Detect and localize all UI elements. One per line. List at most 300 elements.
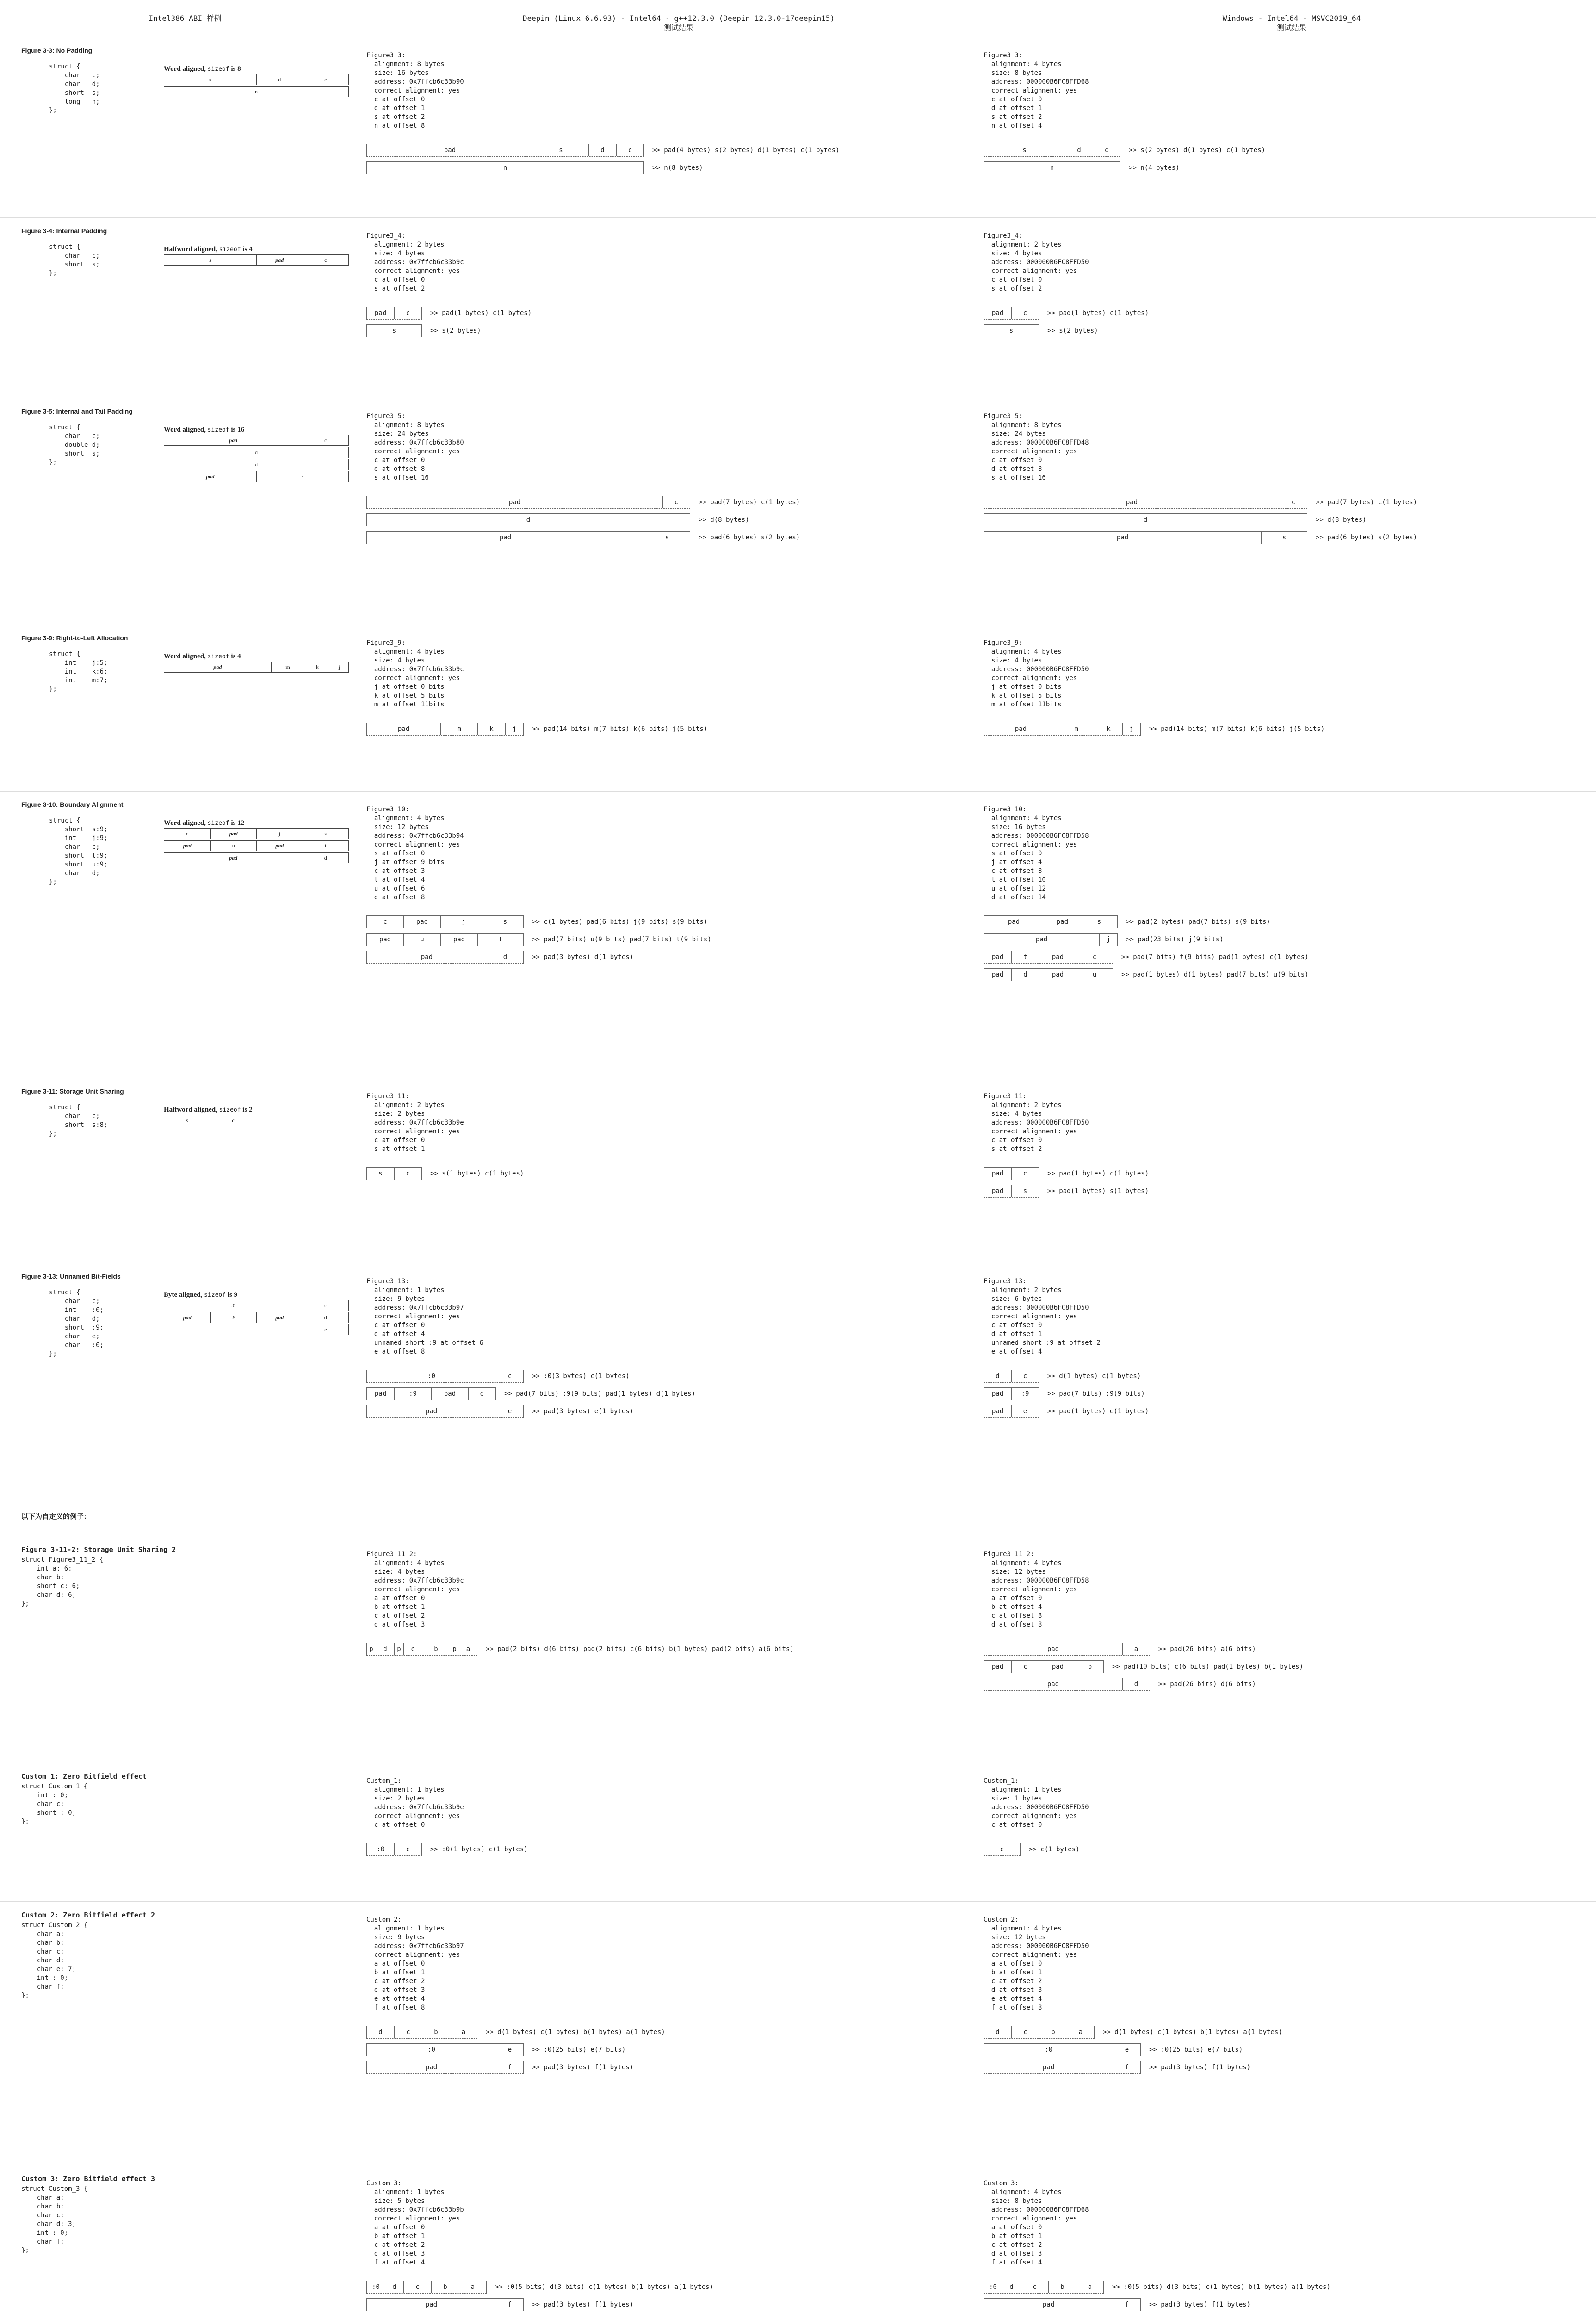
diagram-row [164,74,349,85]
diagram-cell: pad [256,841,303,851]
memory-layout-box [366,1843,422,1856]
memory-layout-cell: p [450,1643,459,1655]
memory-layout-row [984,948,1596,966]
memory-layout-box [984,513,1307,526]
layout-description: >> :0(25 bits) e(7 bits) [532,2046,626,2053]
memory-layout-row [984,142,1596,159]
caption-alignment: Word aligned, [164,653,206,660]
diagram-cell: d [255,461,258,468]
diagram-cell: s [303,829,349,839]
diagram-row [164,254,349,266]
diagram-row [164,1115,256,1126]
layout-description: >> pad(3 bytes) f(1 bytes) [1149,2301,1251,2308]
diagram-cell: pad [213,664,222,670]
memory-layout-cell: pad [984,307,1011,319]
linux-result-text: Custom_2: alignment: 1 bytes size: 9 bytes address: 0x7ffcb6c33b97 correct alignment: yes a at offset 0 b at offset 1 c at offset 2 d at offset 3 e at offset 4 f at offset 8 [366,1916,464,2011]
memory-layout-cell: t [1011,951,1039,963]
layout-description: >> pad(1 bytes) c(1 bytes) [1047,1169,1149,1177]
memory-layout-cell: d [588,144,616,156]
diagram-cell: d [256,74,303,85]
diagram-cell: t [303,841,349,851]
layout-description: >> d(8 bytes) [1316,516,1367,524]
memory-layout-cell: pad [366,2299,496,2311]
memory-layout-row [366,2041,984,2059]
layout-description: >> pad(7 bits) t(9 bits) pad(1 bytes) c(1 bytes) [1121,953,1309,961]
memory-layout-row [984,2023,1596,2041]
caption-size: is 9 [227,1291,238,1299]
linux-result [366,1536,984,1763]
memory-layout-box [366,324,422,337]
memory-layout-cell: d [1122,1678,1150,1690]
layout-description: >> pad(7 bits) :9(9 bits) [1047,1390,1145,1398]
diagram-cell: c [186,830,189,837]
section-f310 [0,792,1596,1078]
memory-layout-cell: pad [431,1388,468,1400]
section-title: Figure 3-11-2: Storage Unit Sharing 2 [21,1546,176,1554]
memory-layout-box [366,1167,422,1180]
caption-sizeof: sizeof [204,1292,226,1299]
struct-code: struct Custom_1 { int : 0; char c; short : 0; }; [21,1783,88,1825]
layout-description: >> :0(1 bytes) c(1 bytes) [430,1845,528,1853]
caption-sizeof: sizeof [207,66,229,73]
layout-description: >> c(1 bytes) [1029,1845,1080,1853]
layout-description: >> pad(3 bytes) f(1 bytes) [532,2301,634,2308]
diagram-cell: pad [256,255,303,265]
diagram-cell: pad [256,1312,303,1323]
diagram-cell: s [256,471,348,482]
memory-layout-cell: d [984,1370,1011,1382]
memory-layout-cell: pad [1039,951,1076,963]
memory-layout-cell: pad [366,496,662,508]
caption-alignment: Word aligned, [164,426,206,433]
linux-result [366,1763,984,1901]
diagram-cell: d [303,853,349,863]
memory-layout-box [366,496,690,509]
memory-layout-row [366,913,984,931]
diagram-cell: pad [210,829,257,839]
caption-sizeof: sizeof [219,246,241,253]
memory-layout-box [366,2298,524,2311]
memory-layout-cell: a [459,1643,477,1655]
memory-layout-cell: pad [984,1678,1122,1690]
win-result [984,1078,1596,1263]
layout-description: >> pad(10 bits) c(6 bits) pad(1 bytes) b(1 bytes) [1112,1663,1304,1670]
caption-alignment: Byte aligned, [164,1291,203,1299]
memory-layout-cell: s [366,325,422,337]
memory-layout-row [366,494,984,511]
memory-layout-box [366,915,524,928]
header-left-title: Intel386 ABI 样例 [148,14,222,23]
memory-layout-cell: p [394,1643,403,1655]
diagram-row [164,828,349,839]
diagram-row [164,86,349,97]
memory-layout-row [984,2296,1596,2313]
linux-result-text: Custom_3: alignment: 1 bytes size: 5 bytes address: 0x7ffcb6c33b9b correct alignment: yes a at offset 0 b at offset 1 c at offset 2 d at offset 3 f at offset 4 [366,2180,464,2266]
memory-layout-cell: :0 [366,2044,496,2056]
memory-layout-cell: c [1021,2281,1048,2293]
memory-layout-row [366,529,984,546]
layout-description: >> pad(7 bytes) c(1 bytes) [1316,498,1417,506]
memory-layout-cell: pad [1039,1661,1076,1673]
memory-layout-box [366,1643,477,1656]
memory-layout-cell: e [1011,1405,1039,1417]
layout-description: >> s(2 bytes) [430,327,481,334]
memory-layout-cell: e [1113,2044,1141,2056]
win-memory-layout [984,1640,1596,1693]
diagram-cell: j [330,662,348,672]
layout-description: >> pad(1 bytes) d(1 bytes) pad(7 bits) u(9 bits) [1121,971,1309,978]
linux-result [366,398,984,625]
struct-code: struct Custom_3 { char a; char b; char c; char d: 3; int : 0; char f; }; [21,2185,88,2254]
section-title: Custom 1: Zero Bitfield effect [21,1772,147,1781]
memory-layout-box [366,1370,524,1383]
memory-layout-cell: c [1011,2026,1039,2038]
diagram-cell: s [209,257,211,263]
diagram-caption [164,1291,349,1299]
win-result-text: Custom_2: alignment: 4 bytes size: 12 bytes address: 000000B6FC8FFD50 correct alignment: yes a at offset 0 b at offset 1 c at offset 2 d at offset 3 e at offset 4 f at offset 8 [984,1916,1089,2011]
memory-layout-row [984,529,1596,546]
memory-layout-cell: j [1099,934,1118,946]
memory-layout-cell: pad [984,1643,1122,1655]
memory-layout-row [366,142,984,159]
abi-layout-diagram [164,65,349,98]
win-result-text: Figure3_11_2: alignment: 4 bytes size: 12 bytes address: 000000B6FC8FFD58 correct alignment: yes a at offset 0 b at offset 4 c at offset 8 d at offset 8 [984,1551,1089,1628]
struct-code: struct { char c; short s; }; [49,243,100,277]
memory-layout-cell: c [616,144,644,156]
sections-container [0,37,1596,2313]
memory-layout-cell: pad [366,2061,496,2073]
memory-layout-cell: :9 [1011,1388,1039,1400]
header-right-title: Windows - Intel64 - MSVC2019_64 [1222,14,1361,23]
memory-layout-cell: pad [1039,969,1076,981]
memory-layout-row [984,1367,1596,1385]
diagram-row [164,1324,349,1335]
struct-definition [0,625,366,791]
layout-description: >> :0(3 bytes) c(1 bytes) [532,1372,630,1380]
win-memory-layout [984,1165,1596,1200]
memory-layout-row [366,1403,984,1420]
memory-layout-cell: :9 [394,1388,431,1400]
struct-code: struct Figure3_11_2 { int a: 6; char b; short c: 6; char d: 6; }; [21,1556,104,1608]
layout-description: >> pad(4 bytes) s(2 bytes) d(1 bytes) c(1 bytes) [652,146,840,154]
memory-layout-cell: k [1095,723,1122,735]
memory-layout-row [366,1841,984,1858]
caption-size: is 4 [242,246,253,253]
struct-definition [0,218,366,398]
caption-sizeof: sizeof [207,820,229,827]
diagram-cell: c [210,1115,256,1126]
struct-definition [0,37,366,217]
struct-definition [0,1078,366,1263]
memory-layout-cell: m [440,723,477,735]
layout-description: >> pad(3 bytes) f(1 bytes) [532,2063,634,2071]
memory-layout-cell: pad [984,969,1011,981]
diagram-cell: u [210,841,257,851]
struct-code: struct { char c; int :0; char d; short :9; char e; char :0; }; [49,1289,104,1358]
memory-layout-cell: j [1122,723,1141,735]
diagram-cell: c [303,255,349,265]
linux-memory-layout [366,1841,984,1858]
memory-layout-row [984,1841,1596,1858]
win-result [984,1263,1596,1499]
memory-layout-box [366,2061,524,2074]
memory-layout-cell: pad [440,934,477,946]
memory-layout-cell: e [496,2044,524,2056]
diagram-cell: s [209,76,211,83]
win-result-text: Figure3_13: alignment: 2 bytes size: 6 bytes address: 000000B6FC8FFD50 correct alignment: yes c at offset 0 d at offset 1 unnamed short :9 at offset 2 e at offset 4 [984,1278,1101,1355]
memory-layout-cell: p [366,1643,376,1655]
diagram-cell: j [256,829,303,839]
struct-code: struct Custom_2 { char a; char b; char c; char d; char e: 7; int : 0; char f; }; [21,1922,88,1999]
page-header [0,0,1596,37]
memory-layout-cell: c [1011,1168,1039,1180]
struct-definition [0,1263,366,1499]
linux-result-text: Figure3_10: alignment: 4 bytes size: 12 bytes address: 0x7ffcb6c33b94 correct alignment: yes s at offset 0 j at offset 9 bits c at offset 3 t at offset 4 u at offset 6 d at offset 8 [366,806,464,901]
memory-layout-row [984,1640,1596,1658]
diagram-row [164,840,349,851]
abi-layout-diagram [164,426,349,483]
memory-layout-box [984,968,1113,981]
memory-layout-box [984,1843,1021,1856]
memory-layout-cell: c [984,1843,1021,1855]
memory-layout-box [366,723,524,736]
diagram-row [164,1312,349,1323]
memory-layout-box [984,1370,1039,1383]
memory-layout-row [984,2059,1596,2076]
win-memory-layout [984,2023,1596,2076]
caption-sizeof: sizeof [207,653,229,660]
layout-description: >> pad(14 bits) m(7 bits) k(6 bits) j(5 bits) [1149,725,1325,733]
header-mid [370,0,987,37]
section-title: Custom 3: Zero Bitfield effect 3 [21,2175,155,2183]
memory-layout-row [366,322,984,340]
win-result [984,2165,1596,2313]
win-memory-layout [984,142,1596,177]
diagram-cell: s [186,1117,188,1124]
memory-layout-cell: c [1093,144,1120,156]
memory-layout-row [984,1676,1596,1693]
section-title: Figure 3-9: Right-to-Left Allocation [21,634,128,642]
memory-layout-cell: pad [366,723,440,735]
memory-layout-cell: f [496,2299,524,2311]
layout-description: >> s(1 bytes) c(1 bytes) [430,1169,524,1177]
linux-memory-layout [366,1640,984,1658]
diagram-cell: d [303,1312,349,1323]
diagram-cell: c [303,74,349,85]
memory-layout-cell: u [1076,969,1113,981]
struct-code: struct { int j:5; int k:6; int m:7; }; [49,650,108,693]
layout-description: >> n(4 bytes) [1129,164,1180,172]
layout-description: >> s(2 bytes) d(1 bytes) c(1 bytes) [1129,146,1266,154]
memory-layout-cell: c [394,2026,422,2038]
memory-layout-cell: pad [984,1185,1011,1197]
memory-layout-cell: :0 [984,2044,1113,2056]
section-c2 [0,1902,1596,2165]
memory-layout-cell: d [366,514,690,526]
memory-layout-box [984,951,1113,964]
struct-definition [0,792,366,1078]
diagram-row [164,435,349,446]
memory-layout-row [366,1385,984,1403]
memory-layout-row [366,159,984,177]
memory-layout-row [984,720,1596,738]
struct-code: struct { char c; double d; short s; }; [49,424,100,466]
linux-result-text: Figure3_4: alignment: 2 bytes size: 4 bytes address: 0x7ffcb6c33b9c correct alignment: yes c at offset 0 s at offset 2 [366,232,464,292]
section-title: Figure 3-4: Internal Padding [21,227,107,235]
memory-layout-row [984,511,1596,529]
win-result [984,792,1596,1078]
memory-layout-row [984,1165,1596,1182]
diagram-cell: k [304,662,330,672]
caption-size: is 12 [231,819,245,827]
memory-layout-box [984,307,1039,320]
memory-layout-cell: b [1048,2281,1076,2293]
memory-layout-box [366,513,690,526]
section-f3112 [0,1536,1596,1763]
win-memory-layout [984,304,1596,340]
memory-layout-cell: s [487,916,524,928]
layout-description: >> n(8 bytes) [652,164,703,172]
memory-layout-cell: a [1122,1643,1150,1655]
layout-description: >> d(1 bytes) c(1 bytes) [1047,1372,1141,1380]
memory-layout-box [984,2281,1104,2294]
diagram-caption [164,819,349,827]
memory-layout-row [984,913,1596,931]
win-result-text: Figure3_5: alignment: 8 bytes size: 24 bytes address: 000000B6FC8FFD48 correct alignment: yes c at offset 0 d at offset 8 s at offset 16 [984,413,1089,482]
memory-layout-cell: c [1011,1661,1039,1673]
abi-layout-diagram [164,1106,256,1127]
section-title: Custom 2: Zero Bitfield effect 2 [21,1911,155,1919]
layout-description: >> :0(5 bits) d(3 bits) c(1 bytes) b(1 bytes) a(1 bytes) [495,2283,714,2291]
struct-code: struct { short s:9; int j:9; char c; short t:9; short u:9; char d; }; [49,817,108,886]
memory-layout-box [366,307,422,320]
win-result-text: Custom_3: alignment: 4 bytes size: 8 bytes address: 000000B6FC8FFD68 correct alignment: yes a at offset 0 b at offset 1 c at offset 2 d at offset 3 f at offset 4 [984,2180,1089,2266]
memory-layout-row [984,966,1596,983]
layout-description: >> pad(23 bits) j(9 bits) [1126,935,1224,943]
memory-layout-cell: s [1081,916,1118,928]
memory-layout-box [984,2061,1141,2074]
diagram-row [164,852,349,863]
layout-description: >> s(2 bytes) [1047,327,1098,334]
win-result [984,218,1596,398]
linux-result [366,2165,984,2313]
memory-layout-cell: a [1067,2026,1095,2038]
memory-layout-cell: n [366,162,644,174]
caption-size: is 4 [231,653,241,660]
diagram-cell: pad [206,473,215,480]
diagram-cell: c [303,1300,349,1311]
memory-layout-row [984,322,1596,340]
layout-description: >> pad(3 bytes) e(1 bytes) [532,1407,634,1415]
diagram-cell: d [255,449,258,456]
win-result [984,1902,1596,2165]
linux-result [366,1263,984,1499]
layout-description: >> pad(7 bits) u(9 bits) pad(7 bits) t(9 bits) [532,935,711,943]
memory-layout-cell: pad [366,307,394,319]
memory-layout-cell: a [450,2026,477,2038]
layout-description: >> pad(1 bytes) s(1 bytes) [1047,1187,1149,1195]
memory-layout-box [366,1405,524,1418]
win-result-text: Figure3_9: alignment: 4 bytes size: 4 bytes address: 000000B6FC8FFD50 correct alignment: yes j at offset 0 bits k at offset 5 bits m at offset 11bits [984,639,1089,708]
memory-layout-cell: pad [366,144,533,156]
memory-layout-row [984,1658,1596,1676]
memory-layout-cell: s [366,1168,394,1180]
memory-layout-row [984,2041,1596,2059]
memory-layout-box [366,2281,487,2294]
win-memory-layout [984,1841,1596,1858]
memory-layout-cell: d [376,1643,394,1655]
win-memory-layout [984,494,1596,546]
memory-layout-box [984,324,1039,337]
header-right [987,0,1596,37]
linux-memory-layout [366,304,984,340]
memory-layout-cell: s [644,532,690,544]
memory-layout-cell: pad [984,951,1011,963]
memory-layout-cell: e [496,1405,524,1417]
memory-layout-row [366,304,984,322]
memory-layout-row [366,931,984,948]
memory-layout-cell: c [366,916,403,928]
memory-layout-cell: a [1076,2281,1104,2293]
linux-memory-layout [366,2023,984,2076]
memory-layout-box [984,1678,1150,1691]
memory-layout-cell: :0 [366,2281,385,2293]
memory-layout-cell: c [394,307,422,319]
section-c3 [0,2165,1596,2313]
diagram-cell: :9 [210,1312,257,1323]
layout-description: >> pad(7 bytes) c(1 bytes) [699,498,800,506]
layout-description: >> pad(2 bytes) pad(7 bits) s(9 bits) [1126,918,1270,926]
memory-layout-box [366,531,690,544]
linux-result [366,218,984,398]
custom-examples-note: 以下为自定义的例子： [0,1499,1596,1536]
linux-result [366,1902,984,2165]
diagram-caption [164,1106,256,1114]
header-mid-subtitle: 测试结果 [663,23,693,32]
memory-layout-row [366,511,984,529]
memory-layout-cell: c [496,1370,524,1382]
abi-layout-diagram [164,819,349,864]
memory-layout-cell: c [662,496,690,508]
memory-layout-row [366,2023,984,2041]
struct-definition [0,1536,366,1763]
diagram-row [164,662,349,673]
memory-layout-cell: pad [366,532,644,544]
struct-definition [0,1902,366,2165]
section-f311 [0,1078,1596,1263]
diagram-cell: c [303,435,349,445]
memory-layout-cell: pad [984,1405,1011,1417]
memory-layout-cell: pad [403,916,440,928]
memory-layout-cell: b [422,2026,450,2038]
memory-layout-cell: s [533,144,588,156]
memory-layout-box [366,933,524,946]
caption-sizeof: sizeof [219,1107,241,1113]
diagram-cell [164,1324,303,1335]
memory-layout-box [984,2298,1141,2311]
memory-layout-box [984,1167,1039,1180]
memory-layout-cell: d [385,2281,403,2293]
memory-layout-cell: c [1076,951,1113,963]
memory-layout-cell: s [984,325,1039,337]
memory-layout-cell: d [1011,969,1039,981]
layout-description: >> pad(26 bits) d(6 bits) [1158,1680,1256,1688]
memory-layout-cell: f [1113,2299,1141,2311]
memory-layout-cell: :0 [984,2281,1002,2293]
win-result [984,37,1596,217]
memory-layout-row [366,948,984,966]
abi-layout-diagram [164,653,349,674]
